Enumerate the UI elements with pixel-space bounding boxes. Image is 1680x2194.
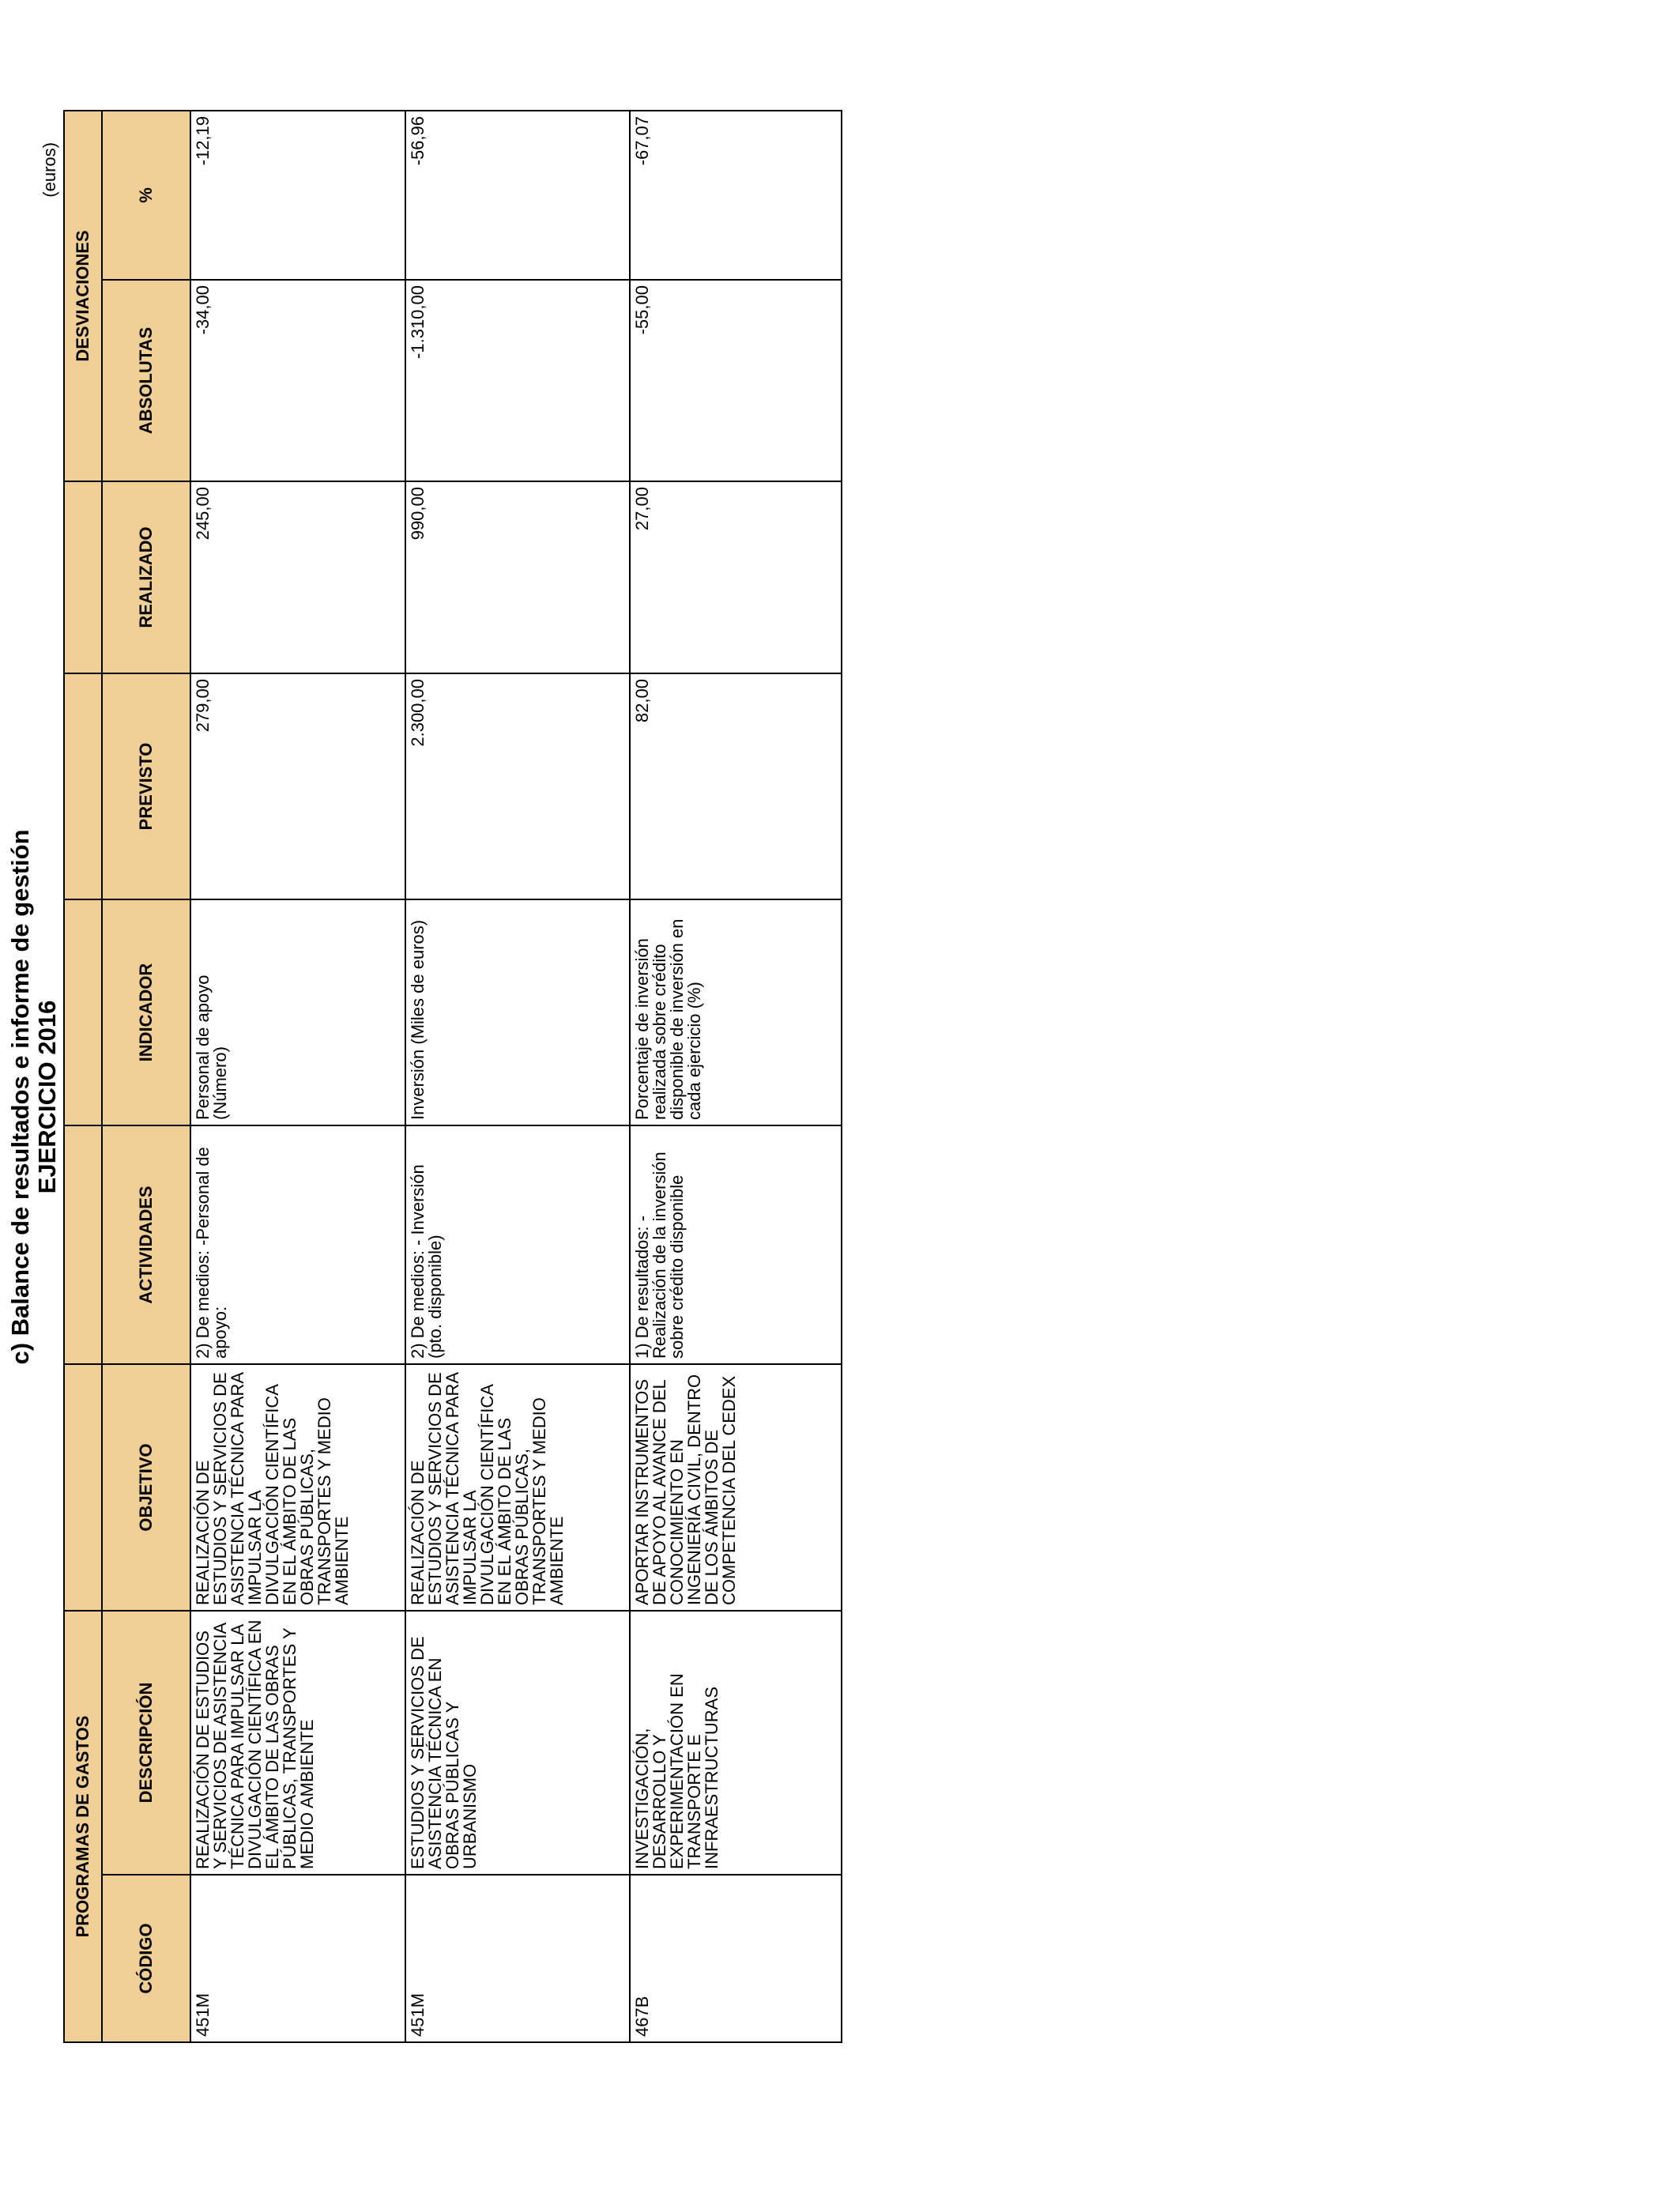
group-header-blank: [64, 899, 102, 1125]
cell-porcentaje: -56,96: [405, 111, 630, 280]
cell-porcentaje: -12,19: [190, 111, 405, 280]
cell-codigo: 451M: [190, 1875, 405, 2042]
column-header-actividades: ACTIVIDADES: [102, 1125, 190, 1364]
cell-previsto: 82,00: [630, 673, 842, 899]
cell-absolutas: -1.310,00: [405, 280, 630, 481]
cell-indicador: Personal de apoyo (Número): [190, 899, 405, 1125]
cell-objetivo: APORTAR INSTRUMENTOS DE APOYO AL AVANCE DEL CONOCIMIENTO EN INGENIERÍA CIVIL, DENTRO DE LOS ÁMBITOS DE COMPETENCIA DEL CEDEX: [630, 1364, 842, 1611]
cell-absolutas: -55,00: [630, 280, 842, 481]
cell-descripcion: REALIZACIÓN DE ESTUDIOS Y SERVICIOS DE ASISTENCIA TÉCNICA PARA IMPULSAR LA DIVULGACIÓN CIENTÍFICA EN EL ÁMBITO DE LAS OBRAS PÚBLICAS, TRANSPORTES Y MEDIO AMBIENTE: [190, 1611, 405, 1875]
column-header-codigo: CÓDIGO: [102, 1875, 190, 2042]
column-header-absolutas: ABSOLUTAS: [102, 280, 190, 481]
group-header-blank: [64, 1125, 102, 1364]
report-title: c) Balance de resultados e informe de gestión: [6, 829, 34, 1365]
group-header-blank: [64, 673, 102, 899]
table-row: [405, 111, 630, 2042]
cell-codigo: 467B: [630, 1875, 842, 2042]
results-table: [63, 110, 842, 2043]
cell-porcentaje: -67,07: [630, 111, 842, 280]
cell-previsto: 2.300,00: [405, 673, 630, 899]
column-header-previsto: PREVISTO: [102, 673, 190, 899]
cell-descripcion: INVESTIGACIÓN, DESARROLLO Y EXPERIMENTACIÓN EN TRANSPORTE E INFRAESTRUCTURAS: [630, 1611, 842, 1875]
cell-previsto: 279,00: [190, 673, 405, 899]
column-header-indicador: INDICADOR: [102, 899, 190, 1125]
group-header-blank: [64, 481, 102, 673]
cell-indicador: Inversión (Miles de euros): [405, 899, 630, 1125]
cell-indicador: Porcentaje de inversión realizada sobre crédito disponible de inversión en cada ejercicio (%): [630, 899, 842, 1125]
group-header-desviaciones: DESVIACIONES: [64, 111, 102, 481]
cell-realizado: 245,00: [190, 481, 405, 673]
group-header-blank: [64, 1364, 102, 1611]
cell-actividades: 2) De medios: - Inversión (pto. disponible): [405, 1125, 630, 1364]
cell-objetivo: REALIZACIÓN DE ESTUDIOS Y SERVICIOS DE ASISTENCIA TÉCNICA PARA IMPULSAR LA DIVULGACIÓN CIENTÍFICA EN EL ÁMBITO DE LAS OBRAS PÚBLICAS, TRANSPORTES Y MEDIO AMBIENTE: [190, 1364, 405, 1611]
table-row: [630, 111, 842, 2042]
table-row: [190, 111, 405, 2042]
column-header-realizado: REALIZADO: [102, 481, 190, 673]
report-subtitle: EJERCICIO 2016: [33, 1000, 61, 1194]
cell-actividades: 2) De medios: -Personal de apoyo:: [190, 1125, 405, 1364]
column-header-descripcion: DESCRIPCIÓN: [102, 1611, 190, 1875]
group-header-programas: PROGRAMAS DE GASTOS: [64, 1611, 102, 2042]
cell-codigo: 451M: [405, 1875, 630, 2042]
cell-descripcion: ESTUDIOS Y SERVICIOS DE ASISTENCIA TÉCNICA EN OBRAS PÚBLICAS Y URBANISMO: [405, 1611, 630, 1875]
cell-objetivo: REALIZACIÓN DE ESTUDIOS Y SERVICIOS DE ASISTENCIA TÉCNICA PARA IMPULSAR LA DIVULGACIÓN CIENTÍFICA EN EL ÁMBITO DE LAS OBRAS PÚBLICAS, TRANSPORTES Y MEDIO AMBIENTE: [405, 1364, 630, 1611]
units-label: (euros): [40, 142, 59, 198]
cell-realizado: 27,00: [630, 481, 842, 673]
cell-actividades: 1) De resultados: - Realización de la inversión sobre crédito disponible: [630, 1125, 842, 1364]
column-header-porcentaje: %: [102, 111, 190, 280]
cell-realizado: 990,00: [405, 481, 630, 673]
column-header-objetivo: OBJETIVO: [102, 1364, 190, 1611]
cell-absolutas: -34,00: [190, 280, 405, 481]
